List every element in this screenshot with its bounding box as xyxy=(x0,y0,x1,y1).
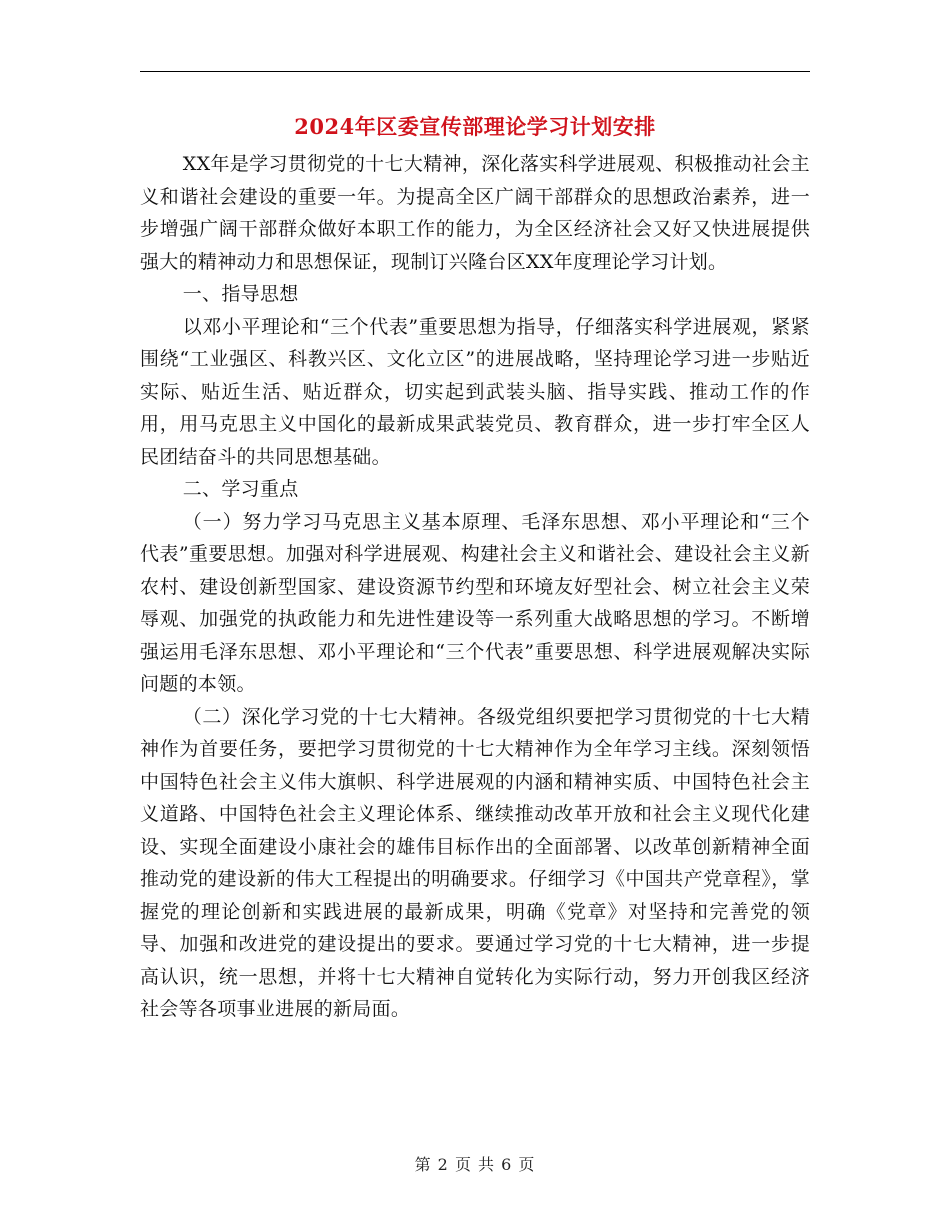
section-heading-guiding-ideology: 一、指导思想 xyxy=(182,283,299,305)
page-number-footer: 第 2 页 共 6 页 xyxy=(414,1155,536,1174)
document-title: 2024年区委宣传部理论学习计划安排 xyxy=(294,114,656,139)
study-focus-item-2: （二）深化学习党的十七大精神。各级党组织要把学习贯彻党的十七大精神作为首要任务，要把学习贯彻党的十七大精神作为全年学习主线。深刻领悟中国特色社会主义伟大旗帜、科学进展观的内涵和精神实质、中国特色社会主义道路、中国特色社会主义理论体系、继续推动改革开放和社会主义现代化建设、实现全面建设小康社会的雄伟目标作出的全面部署、以改革创新精神全面推动党的建设新的伟大工程提出的明确要求。仔细学习《中国共产党章程》，掌握党的理论创新和实践进展的最新成果，明确《党章》对坚持和完善党的领导、加强和改进党的建设提出的要求。要通过学习党的十七大精神，进一步提高认识，统一思想，并将十七大精神自觉转化为实际行动，努力开创我区经济社会等各项事业进展的新局面。 xyxy=(140,705,810,1020)
header-rule xyxy=(140,71,810,72)
document-body xyxy=(140,148,810,1026)
guiding-ideology-paragraph: 以邓小平理论和“三个代表”重要思想为指导，仔细落实科学进展观，紧紧围绕“工业强区、科教兴区、文化立区”的进展战略，坚持理论学习进一步贴近实际、贴近生活、贴近群众，切实起到武装头脑、指导实践、推动工作的作用，用马克思主义中国化的最新成果武装党员、教育群众，进一步打牢全区人民团结奋斗的共同思想基础。 xyxy=(140,315,810,468)
study-focus-item-1: （一）努力学习马克思主义基本原理、毛泽东思想、邓小平理论和“三个代表”重要思想。加强对科学进展观、构建社会主义和谐社会、建设社会主义新农村、建设创新型国家、建设资源节约型和环境友好型社会、树立社会主义荣辱观、加强党的执政能力和先进性建设等一系列重大战略思想的学习。不断增强运用毛泽东思想、邓小平理论和“三个代表”重要思想、科学进展观解决实际问题的本领。 xyxy=(140,510,810,695)
intro-paragraph: XX年是学习贯彻党的十七大精神，深化落实科学进展观、积极推动社会主义和谐社会建设的重要一年。为提高全区广阔干部群众的思想政治素养，进一步增强广阔干部群众做好本职工作的能力，为全区经济社会又好又快进展提供强大的精神动力和思想保证，现制订兴隆台区XX年度理论学习计划。 xyxy=(140,153,810,273)
section-heading-study-focus: 二、学习重点 xyxy=(182,478,299,500)
